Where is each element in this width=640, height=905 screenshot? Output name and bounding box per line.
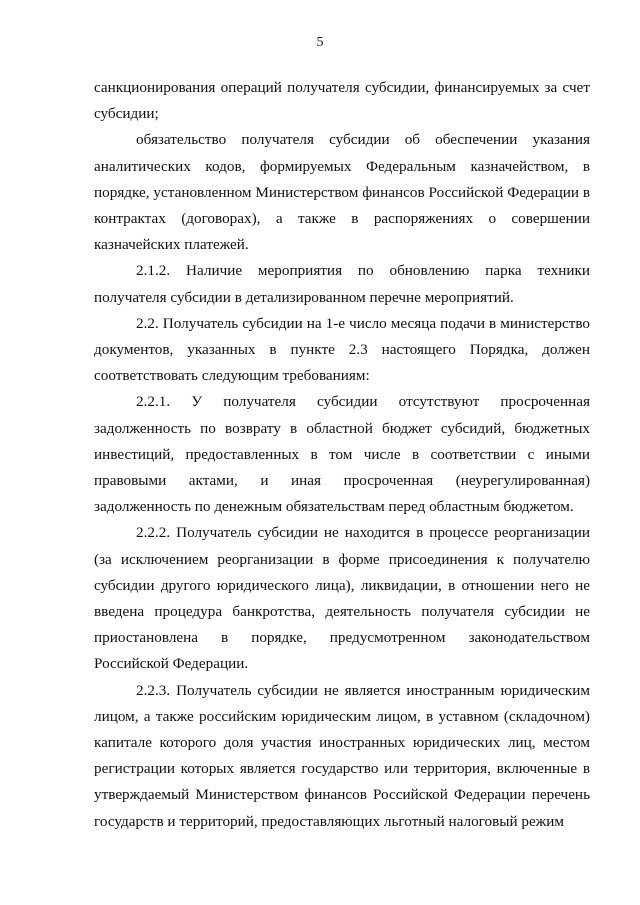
paragraph-continuation: санкционирования операций получателя субсидии, финансируемых за счет субсидии; — [94, 79, 590, 123]
paragraph-2-2-3: 2.2.3. Получатель субсидии не является иностранным юридическим лицом, а также российским юридическим лицом, в уставном (складочном) капитале которого доля участия иностранных юридических лиц, местом регистрации которых является государство или территория, включенные в утверждаемый Министерством финансов Российской Федерации перечень государств и территорий, предоставляющих льготный налоговый режим — [94, 681, 590, 830]
paragraph-obligation: обязательство получателя субсидии об обеспечении указания аналитических кодов, формируемых Федеральным казначейством, в порядке, установленном Министерством финансов Российской Федерации в контрактах (договорах), а также в распоряжениях о совершении казначейских платежей. — [94, 131, 590, 254]
paragraph-2-2-2: 2.2.2. Получатель субсидии не находится в процессе реорганизации (за исключением реорганизации в форме присоединения к получателю субсидии другого юридического лица), ликвидации, в отношении него не введена процедура банкротства, деятельность получателя субсидии не приостановлена в порядке, предусмотренном законодательством Российской Федерации. — [94, 524, 590, 673]
paragraph-2-2-1: 2.2.1. У получателя субсидии отсутствуют просроченная задолженность по возврату в областной бюджет субсидий, бюджетных инвестиций, предоставленных в том числе в соответствии с иными правовыми актами, и иная просроченная (неурегулированная) задолженность по денежным обязательствам перед областным бюджетом. — [94, 393, 590, 516]
page-number: 5 — [316, 35, 324, 50]
document-body — [94, 75, 590, 835]
paragraph-2-1-2: 2.1.2. Наличие мероприятия по обновлению парка техники получателя субсидии в детализированном перечне мероприятий. — [94, 262, 590, 306]
paragraph-2-2: 2.2. Получатель субсидии на 1-е число месяца подачи в министерство документов, указанных в пункте 2.3 настоящего Порядка, должен соответствовать следующим требованиям: — [94, 314, 590, 385]
